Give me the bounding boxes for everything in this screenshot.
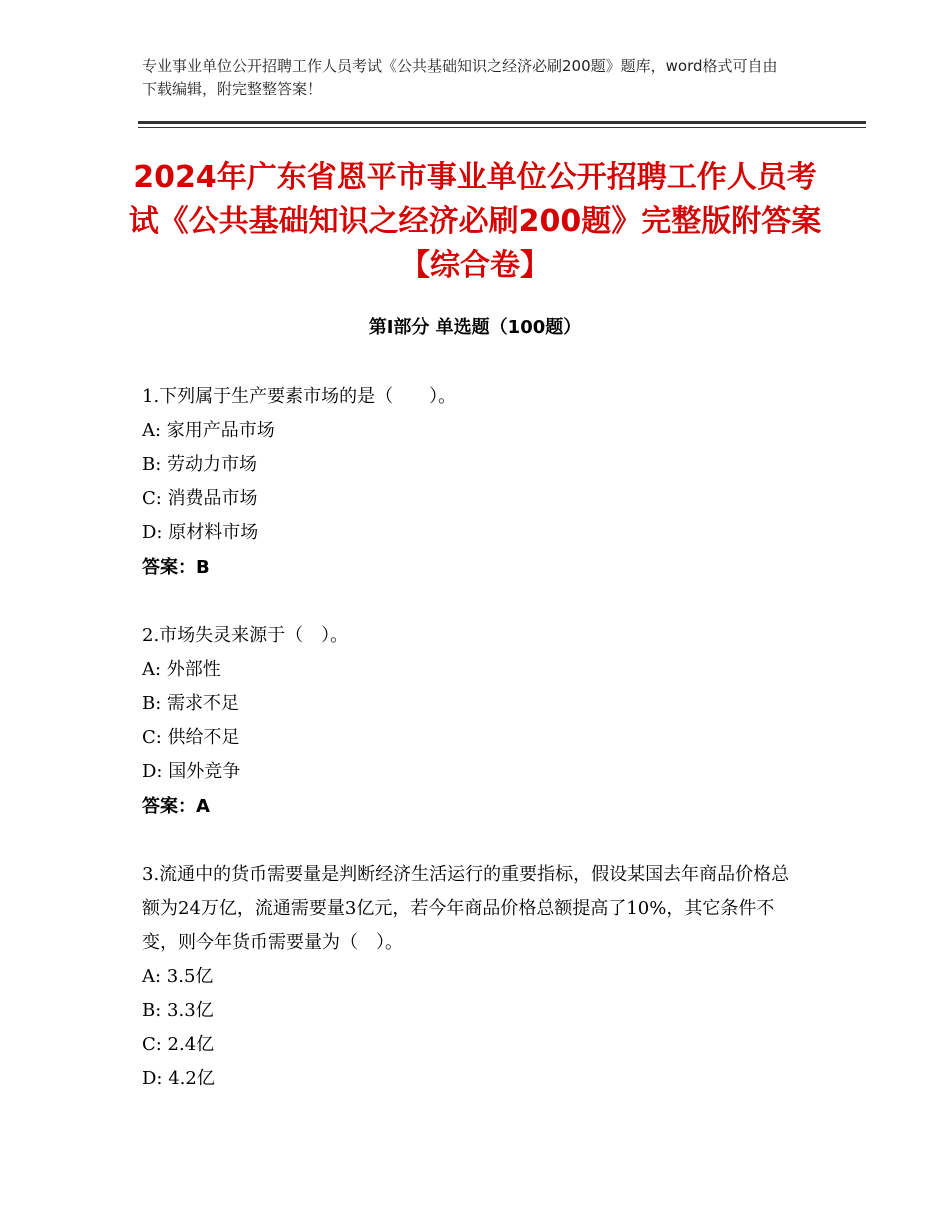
question-3-option-b: B: 3.3亿 — [142, 1000, 214, 1021]
question-2-option-a: A: 外部性 — [142, 659, 221, 680]
question-3-option-a: A: 3.5亿 — [142, 966, 214, 987]
question-1-stem: 1.下列属于生产要素市场的是（ ）。 — [142, 386, 457, 407]
question-1-option-c: C: 消费品市场 — [142, 488, 258, 509]
document-title: 2024年广东省恩平市事业单位公开招聘工作人员考试《公共基础知识之经济必刷200题》完整版附答案【综合卷】 — [128, 160, 822, 283]
header-rule-thick — [138, 121, 866, 124]
question-2-option-b: B: 需求不足 — [142, 693, 240, 714]
question-3-option-d: D: 4.2亿 — [142, 1068, 215, 1089]
question-1-option-d: D: 原材料市场 — [142, 522, 259, 543]
question-3-stem: 3.流通中的货币需要量是判断经济生活运行的重要指标，假设某国去年商品价格总额为24万亿，流通需要量3亿元，若今年商品价格总额提高了10%，其它条件不变，则今年货币需要量为（ ）。 — [142, 864, 790, 953]
section-heading: 第Ⅰ部分 单选题（100题） — [368, 317, 582, 338]
question-1-option-a: A: 家用产品市场 — [142, 420, 275, 441]
question-2-option-c: C: 供给不足 — [142, 727, 240, 748]
question-1-option-b: B: 劳动力市场 — [142, 454, 258, 475]
question-2-answer: 答案：A — [142, 796, 210, 817]
question-2-option-d: D: 国外竞争 — [142, 761, 241, 782]
question-1-answer: 答案：B — [142, 557, 210, 578]
header-rule-thin — [138, 127, 866, 128]
header-note: 专业事业单位公开招聘工作人员考试《公共基础知识之经济必刷200题》题库，word格式可自由下载编辑，附完整整答案！ — [142, 57, 778, 98]
question-2-stem: 2.市场失灵来源于（ ）。 — [142, 625, 349, 646]
question-3-option-c: C: 2.4亿 — [142, 1034, 215, 1055]
